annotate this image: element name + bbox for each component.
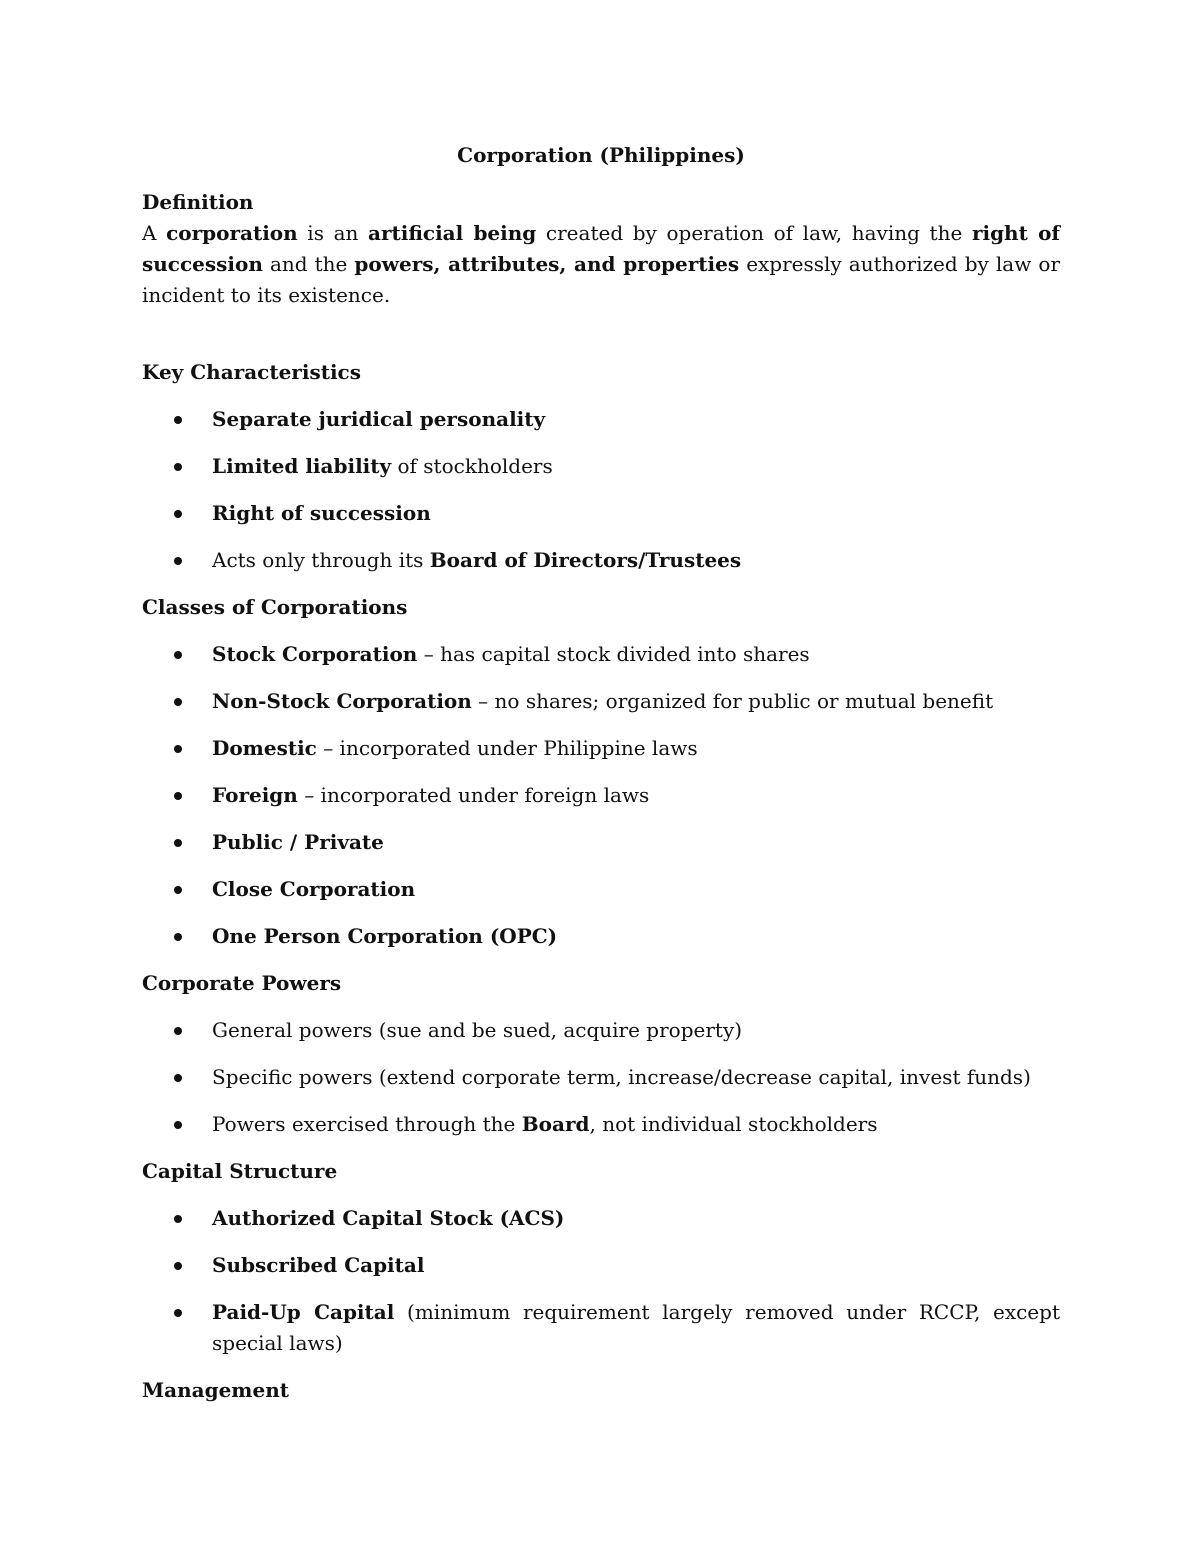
list-item [142, 733, 1060, 764]
item-text: – incorporated under Philippine laws [316, 736, 698, 760]
document-page [142, 140, 1060, 1406]
list-item [142, 498, 1060, 529]
item-term: Foreign [212, 783, 298, 807]
powers-list [142, 1015, 1060, 1140]
capital-heading: Capital Structure [142, 1159, 338, 1183]
definition-text: is an [297, 221, 369, 245]
list-item [142, 1250, 1060, 1281]
bullet-icon [174, 1121, 182, 1129]
document-title: Corporation (Philippines) [457, 143, 745, 167]
bullet-icon [174, 792, 182, 800]
item-term: Separate juridical personality [212, 407, 546, 431]
item-text: – no shares; organized for public or mutual benefit [471, 689, 994, 713]
bullet-icon [174, 698, 182, 706]
definition-term: right of succession [142, 221, 1061, 276]
item-term: Non-Stock Corporation [212, 689, 472, 713]
item-term: Stock Corporation [212, 642, 418, 666]
list-item [142, 451, 1060, 482]
classes-list [142, 639, 1060, 952]
bullet-icon [174, 557, 182, 565]
item-term: Paid-Up Capital [212, 1300, 395, 1324]
powers-heading: Corporate Powers [142, 971, 342, 995]
bullet-icon [174, 1074, 182, 1082]
bullet-icon [174, 1027, 182, 1035]
item-term: Authorized Capital Stock (ACS) [212, 1206, 565, 1230]
item-term: Domestic [212, 736, 317, 760]
classes-heading: Classes of Corporations [142, 595, 408, 619]
item-term: Board [521, 1112, 590, 1136]
list-item [142, 921, 1060, 952]
bullet-icon [174, 745, 182, 753]
item-text: – has capital stock divided into shares [417, 642, 810, 666]
item-text: Acts only through its [212, 548, 430, 572]
definition-text: created by operation of law, having the [536, 221, 972, 245]
definition-term: corporation [166, 221, 298, 245]
definition-text: A [142, 221, 167, 245]
item-text: Powers exercised through the [212, 1112, 522, 1136]
bullet-icon [174, 886, 182, 894]
definition-term: powers, attributes, and properties [354, 252, 740, 276]
list-item [142, 686, 1060, 717]
bullet-icon [174, 416, 182, 424]
list-item [142, 545, 1060, 576]
item-text: Specific powers (extend corporate term, increase/decrease capital, invest funds) [212, 1065, 1031, 1089]
item-term: Board of Directors/Trustees [429, 548, 742, 572]
bullet-icon [174, 510, 182, 518]
item-term: Subscribed Capital [212, 1253, 425, 1277]
item-text: – incorporated under foreign laws [297, 783, 650, 807]
item-text: General powers (sue and be sued, acquire property) [212, 1018, 743, 1042]
bullet-icon [174, 1309, 182, 1317]
list-item [142, 1297, 1060, 1359]
key-characteristics-heading: Key Characteristics [142, 360, 361, 384]
bullet-icon [174, 839, 182, 847]
list-item [142, 1015, 1060, 1046]
list-item [142, 827, 1060, 858]
bullet-icon [174, 651, 182, 659]
list-item [142, 1203, 1060, 1234]
bullet-icon [174, 1215, 182, 1223]
list-item [142, 1062, 1060, 1093]
management-heading: Management [142, 1378, 289, 1402]
definition-text: and the [262, 252, 355, 276]
key-characteristics-list [142, 404, 1060, 576]
list-item [142, 874, 1060, 905]
list-item [142, 639, 1060, 670]
item-term: Right of succession [212, 501, 431, 525]
item-term: Public / Private [212, 830, 384, 854]
definition-heading: Definition [142, 190, 254, 214]
item-text: , not individual stockholders [589, 1112, 878, 1136]
definition-text: expressly authorized by law or incident to its existence. [142, 252, 1060, 307]
bullet-icon [174, 1262, 182, 1270]
item-term: One Person Corporation (OPC) [212, 924, 558, 948]
list-item [142, 780, 1060, 811]
spacer [142, 311, 1060, 357]
list-item [142, 404, 1060, 435]
bullet-icon [174, 463, 182, 471]
capital-list [142, 1203, 1060, 1359]
definition-paragraph [142, 218, 1060, 311]
item-term: Limited liability [212, 454, 392, 478]
item-text: of stockholders [391, 454, 553, 478]
definition-term: artificial being [368, 221, 537, 245]
item-term: Close Corporation [212, 877, 416, 901]
item-text: (minimum requirement largely removed under RCCP, except special laws) [212, 1300, 1060, 1355]
bullet-icon [174, 933, 182, 941]
list-item [142, 1109, 1060, 1140]
